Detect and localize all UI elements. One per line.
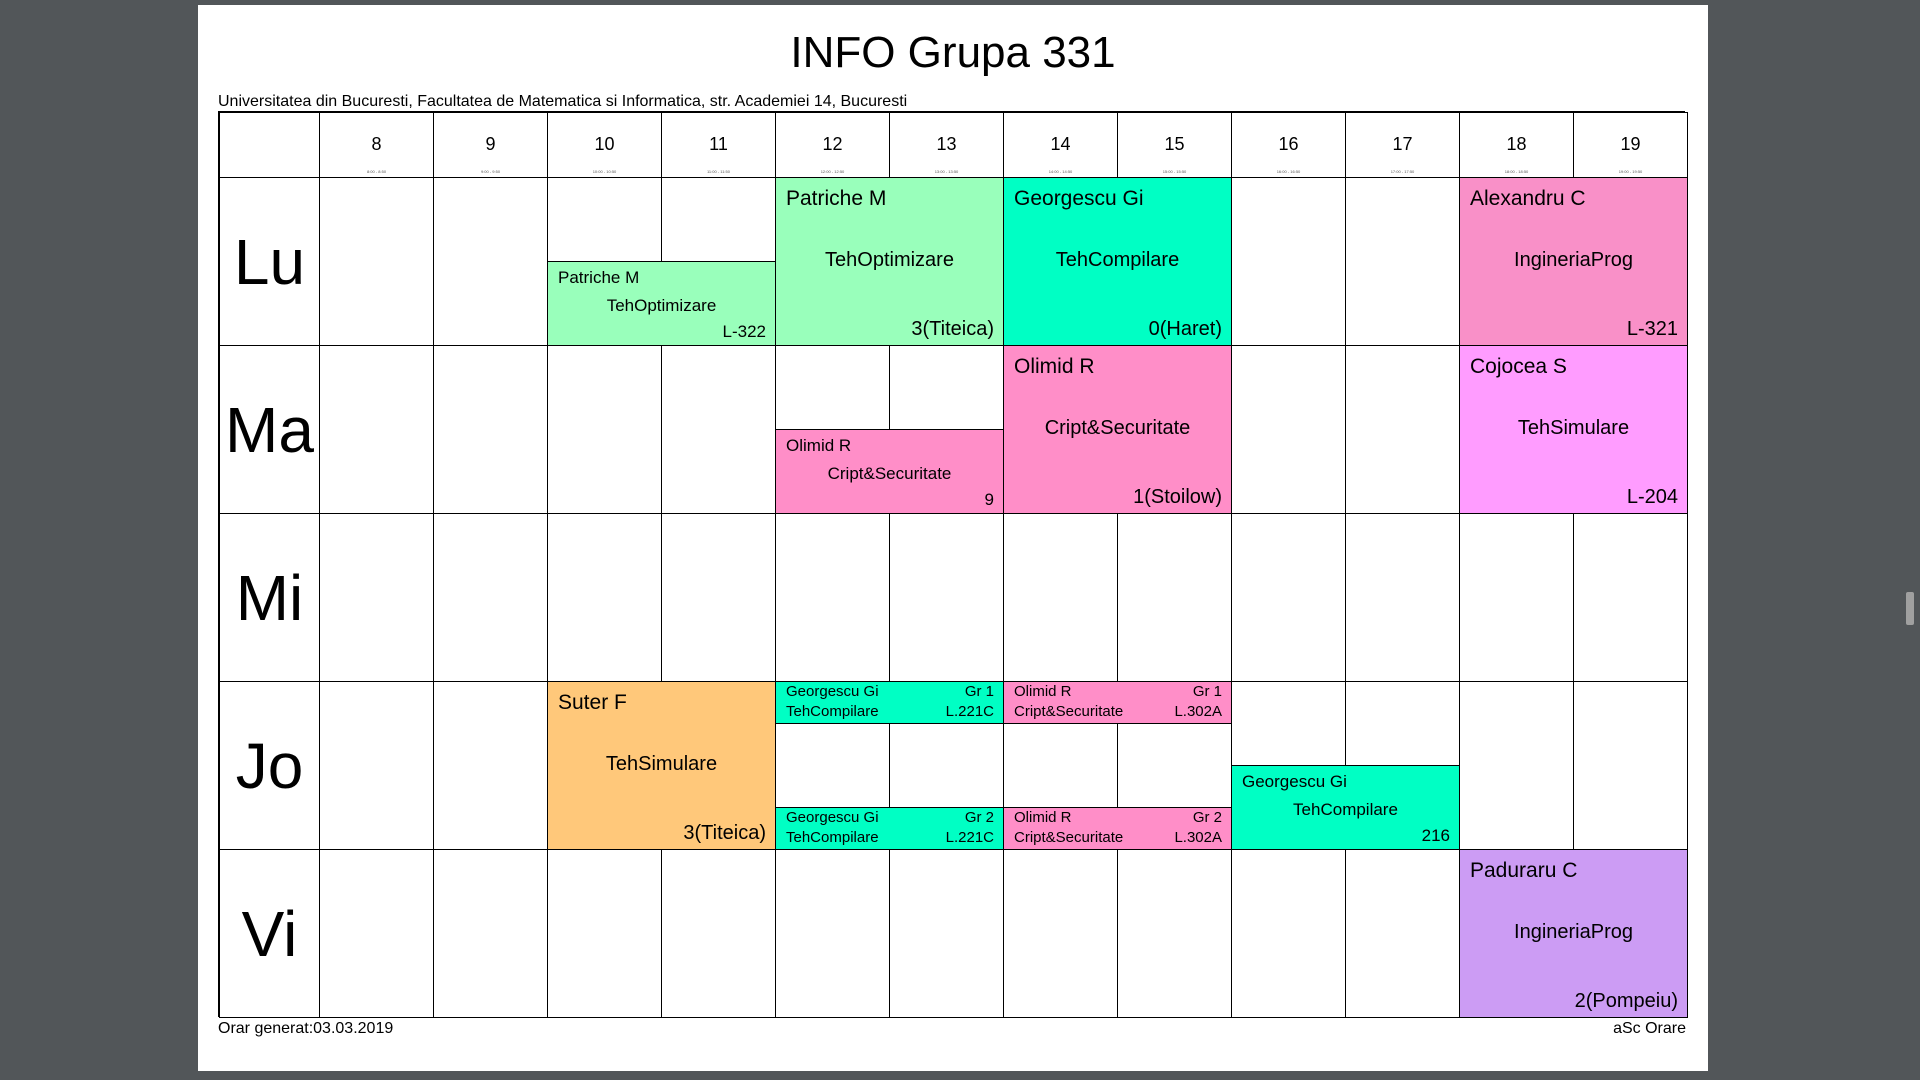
empty-slot <box>433 849 548 1018</box>
room-name: 3(Titeica) <box>683 822 766 844</box>
empty-slot <box>319 681 434 850</box>
corner-cell <box>219 112 320 178</box>
room-name: L.221C <box>945 703 994 720</box>
day-header <box>219 849 320 1018</box>
hour-range: 15:00 - 15:50 <box>1162 169 1187 174</box>
class-block[interactable] <box>775 807 1004 850</box>
empty-slot <box>1003 513 1118 682</box>
empty-slot <box>661 513 776 682</box>
teacher-name: Suter F <box>558 691 627 714</box>
empty-slot <box>1231 849 1346 1018</box>
empty-slot <box>1573 681 1688 850</box>
hour-range: 13:00 - 13:50 <box>934 169 959 174</box>
day-label: Vi <box>241 897 298 970</box>
subject-name: TehSimulare <box>605 753 718 775</box>
empty-slot <box>319 177 434 346</box>
teacher-name: Georgescu Gi <box>1242 772 1347 791</box>
room-name: L.302A <box>1174 703 1222 720</box>
teacher-name: Alexandru C <box>1470 187 1586 210</box>
hour-range: 14:00 - 14:50 <box>1048 169 1073 174</box>
empty-slot <box>1003 849 1118 1018</box>
day-label: Lu <box>233 225 306 298</box>
hour-range: 10:00 - 10:50 <box>592 169 617 174</box>
room-name: 0(Haret) <box>1148 318 1222 340</box>
hour-number: 19 <box>1620 134 1641 154</box>
teacher-name: Olimid R <box>1014 809 1072 826</box>
empty-slot <box>319 345 434 514</box>
empty-slot <box>433 177 548 346</box>
teacher-name: Olimid R <box>1014 355 1095 378</box>
day-header <box>219 177 320 346</box>
empty-slot <box>889 849 1004 1018</box>
class-block[interactable] <box>1459 345 1688 514</box>
empty-slot <box>775 849 890 1018</box>
group-label: Gr 1 <box>964 683 994 700</box>
subject-name: Cript&Securitate <box>1014 829 1124 846</box>
hour-number: 13 <box>936 134 957 154</box>
hour-header <box>1573 112 1688 178</box>
teacher-name: Georgescu Gi <box>1014 187 1144 210</box>
room-name: 9 <box>984 490 994 509</box>
teacher-name: Olimid R <box>1014 683 1072 700</box>
empty-slot <box>433 345 548 514</box>
hour-header <box>661 112 776 178</box>
subject-name: Cript&Securitate <box>827 464 952 483</box>
subject-name: TehCompilare <box>1055 249 1180 271</box>
class-block[interactable] <box>1459 177 1688 346</box>
empty-slot <box>775 513 890 682</box>
hour-range: 11:00 - 11:50 <box>707 169 730 174</box>
empty-slot <box>1459 681 1574 850</box>
class-block[interactable] <box>775 429 1004 514</box>
subject-name: TehCompilare <box>786 829 879 846</box>
hour-range: 17:00 - 17:50 <box>1390 169 1415 174</box>
hour-header <box>433 112 548 178</box>
teacher-name: Olimid R <box>786 436 852 455</box>
generated-date: Orar generat:03.03.2019 <box>218 1020 394 1037</box>
subject-name: TehSimulare <box>1517 417 1630 439</box>
empty-slot <box>1345 849 1460 1018</box>
hour-header <box>1003 112 1118 178</box>
subject-name: IngineriaProg <box>1514 249 1633 271</box>
empty-slot <box>547 849 662 1018</box>
class-block[interactable] <box>1459 849 1688 1018</box>
class-block[interactable] <box>1003 345 1232 514</box>
hour-range: 8:00 - 8:50 <box>366 169 387 174</box>
empty-slot <box>889 513 1004 682</box>
hour-number: 8 <box>371 134 382 154</box>
hour-header <box>1459 112 1574 178</box>
room-name: L-204 <box>1626 486 1678 508</box>
subject-name: TehCompilare <box>786 703 879 720</box>
empty-slot <box>1231 345 1346 514</box>
subject-name: TehCompilare <box>1293 800 1398 819</box>
hour-number: 18 <box>1506 134 1527 154</box>
class-block[interactable] <box>775 177 1004 346</box>
hour-header <box>1231 112 1346 178</box>
hour-number: 16 <box>1278 134 1299 154</box>
hour-number: 10 <box>594 134 615 154</box>
day-label: Jo <box>235 729 304 802</box>
day-label: Mi <box>235 561 304 634</box>
empty-slot <box>1573 513 1688 682</box>
room-name: 1(Stoilow) <box>1133 486 1222 508</box>
hour-number: 14 <box>1050 134 1071 154</box>
day-header <box>219 345 320 514</box>
empty-slot <box>319 513 434 682</box>
group-label: Gr 1 <box>1192 683 1222 700</box>
empty-slot <box>433 513 548 682</box>
class-block[interactable] <box>547 261 776 346</box>
hour-number: 11 <box>709 134 728 154</box>
empty-slot <box>1459 513 1574 682</box>
class-block[interactable] <box>1003 681 1232 724</box>
room-name: L.221C <box>945 829 994 846</box>
hour-number: 17 <box>1392 134 1413 154</box>
subject-name: Cript&Securitate <box>1014 703 1124 720</box>
hour-range: 12:00 - 12:50 <box>820 169 845 174</box>
hour-range: 19:00 - 19:50 <box>1618 169 1643 174</box>
hour-range: 16:00 - 16:50 <box>1276 169 1301 174</box>
empty-slot <box>547 513 662 682</box>
class-block[interactable] <box>775 681 1004 724</box>
room-name: L-321 <box>1626 318 1678 340</box>
subject-name: TehOptimizare <box>606 296 717 315</box>
class-block[interactable] <box>1003 807 1232 850</box>
institution-address: Universitatea din Bucuresti, Facultatea de Matematica si Informatica, str. Academiei 14, Bucuresti <box>218 93 908 110</box>
hour-header <box>319 112 434 178</box>
empty-slot <box>547 345 662 514</box>
timetable-grid <box>218 111 1685 1017</box>
timetable-page <box>198 5 1708 1071</box>
generator-credit: aSc Orare <box>1613 1020 1686 1037</box>
hour-range: 18:00 - 18:50 <box>1504 169 1529 174</box>
hour-header <box>775 112 890 178</box>
subject-name: IngineriaProg <box>1514 921 1633 943</box>
scrollbar-thumb[interactable] <box>1906 592 1914 625</box>
room-name: L.302A <box>1174 829 1222 846</box>
hour-number: 12 <box>822 134 843 154</box>
teacher-name: Paduraru C <box>1470 859 1578 882</box>
empty-slot <box>1345 177 1460 346</box>
group-label: Gr 2 <box>964 809 994 826</box>
teacher-name: Cojocea S <box>1470 355 1567 378</box>
class-block[interactable] <box>547 681 776 850</box>
empty-slot <box>1345 345 1460 514</box>
group-label: Gr 2 <box>1192 809 1222 826</box>
empty-slot <box>1117 513 1232 682</box>
class-block[interactable] <box>1003 177 1232 346</box>
empty-slot <box>319 849 434 1018</box>
hour-header <box>547 112 662 178</box>
empty-slot <box>433 681 548 850</box>
hour-number: 9 <box>485 134 496 154</box>
teacher-name: Patriche M <box>786 187 887 210</box>
empty-slot <box>661 345 776 514</box>
teacher-name: Georgescu Gi <box>786 683 879 700</box>
empty-slot <box>1345 513 1460 682</box>
hour-header <box>1117 112 1232 178</box>
room-name: 2(Pompeiu) <box>1574 990 1678 1012</box>
day-label: Ma <box>225 393 314 466</box>
hour-range: 9:00 - 9:50 <box>480 169 501 174</box>
room-name: 3(Titeica) <box>911 318 994 340</box>
empty-slot <box>1231 513 1346 682</box>
empty-slot <box>1117 849 1232 1018</box>
teacher-name: Georgescu Gi <box>786 809 879 826</box>
hour-number: 15 <box>1164 134 1185 154</box>
class-block[interactable] <box>1231 765 1460 850</box>
room-name: L-322 <box>722 322 766 341</box>
hour-header <box>1345 112 1460 178</box>
day-header <box>219 681 320 850</box>
empty-slot <box>1231 177 1346 346</box>
room-name: 216 <box>1421 826 1450 845</box>
subject-name: Cript&Securitate <box>1044 417 1191 439</box>
day-header <box>219 513 320 682</box>
empty-slot <box>661 849 776 1018</box>
teacher-name: Patriche M <box>558 268 640 287</box>
subject-name: TehOptimizare <box>825 249 954 271</box>
hour-header <box>889 112 1004 178</box>
page-title: INFO Grupa 331 <box>790 28 1116 77</box>
